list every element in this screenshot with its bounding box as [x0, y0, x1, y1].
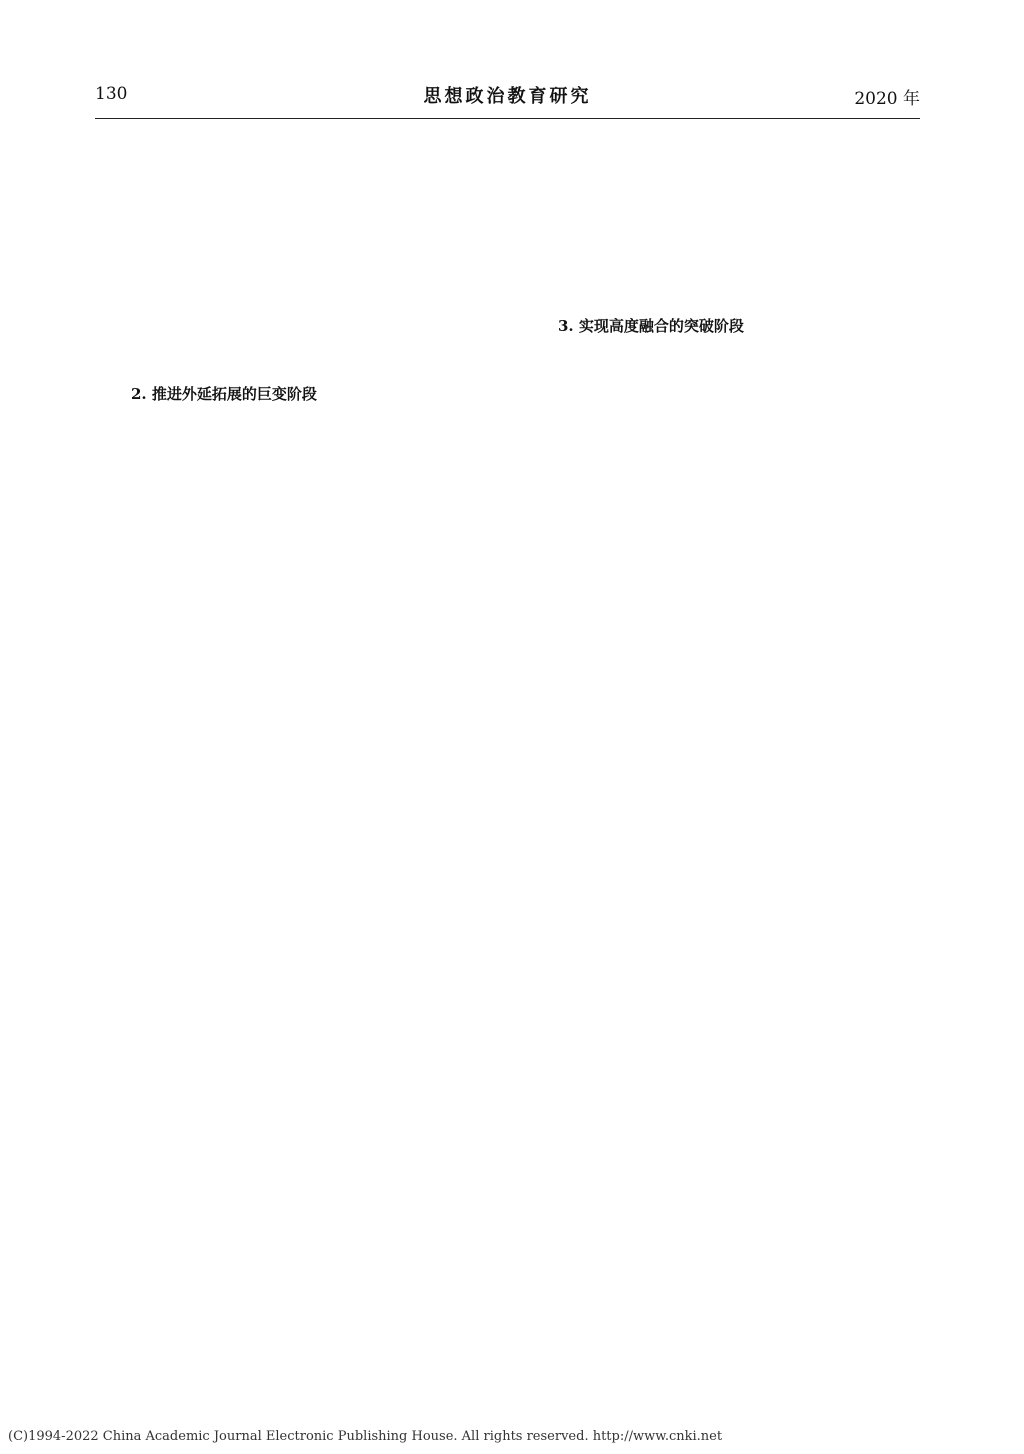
body-text-block: [522, 1282, 920, 1346]
body-text-block: [95, 130, 493, 378]
journal-title: 思想政治教育研究: [423, 86, 592, 107]
section-heading: 2. 推进外延拓展的巨变阶段: [131, 385, 317, 403]
copyright-footer: (C)1994-2022 China Academic Journal Electronic Publishing House. All rights reserved. http://www.cnki.net: [8, 1429, 723, 1444]
body-text-block: [522, 130, 920, 310]
body-text-block: [522, 342, 920, 717]
section-heading: 3. 实现高度融合的突破阶段: [558, 317, 744, 335]
publication-year: 2020 年: [854, 89, 920, 109]
right-column: [522, 130, 920, 1346]
body-text-block: [95, 775, 493, 1210]
body-text-block: [95, 1210, 493, 1390]
page-number: 130: [95, 84, 128, 104]
header-rule: [95, 118, 920, 119]
page-header: [95, 84, 920, 114]
body-text-block: [522, 717, 920, 1282]
body-text-block: [95, 410, 493, 775]
left-column: [95, 130, 493, 1390]
